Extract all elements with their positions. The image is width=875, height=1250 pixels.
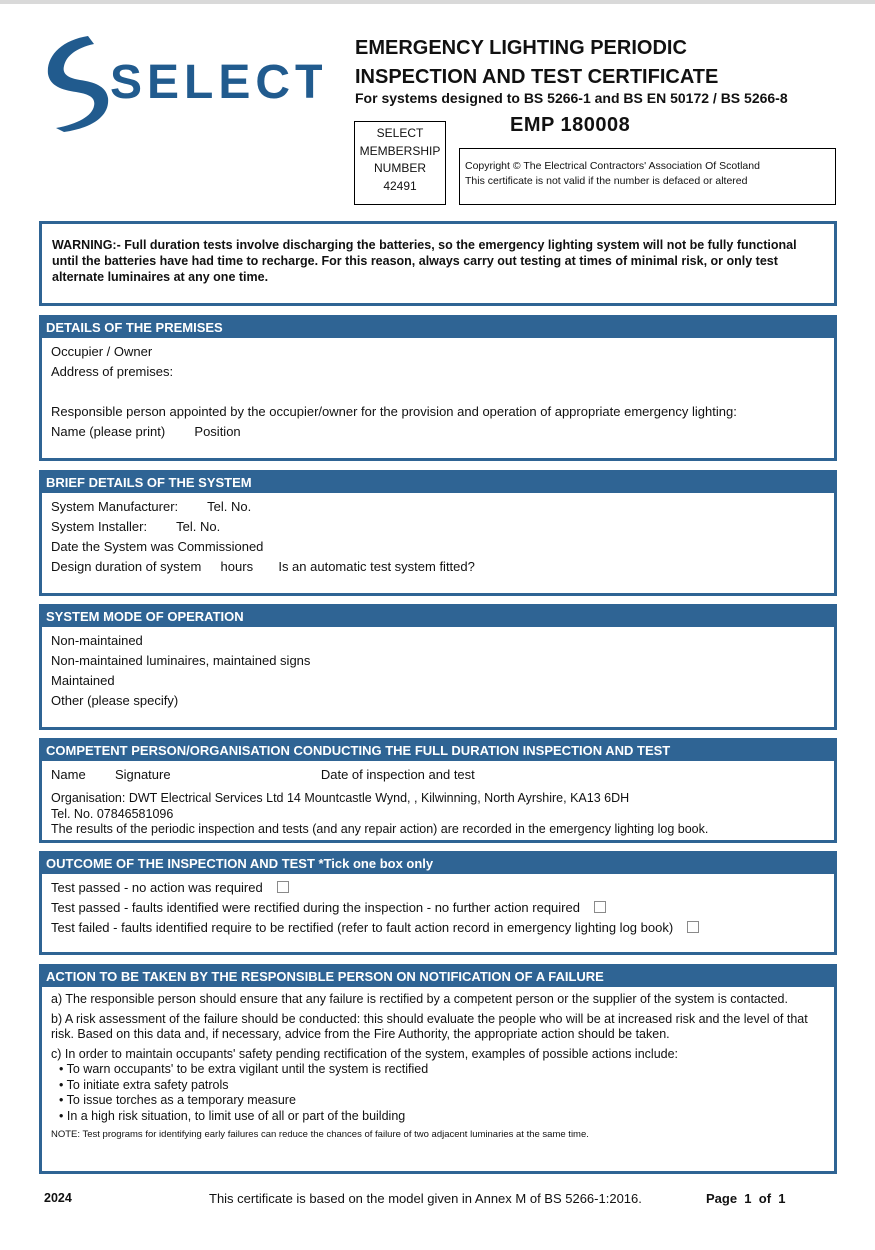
action-bullet: • To warn occupants' to be extra vigilant until the system is rectified — [59, 1062, 429, 1076]
premises-heading: DETAILS OF THE PREMISES — [42, 318, 834, 338]
membership-number: 42491 — [383, 178, 417, 193]
outcome-label: Test failed - faults identified require to be rectified (refer to fault action record in emergency lighting log book) — [51, 920, 674, 935]
action-bullet: • In a high risk situation, to limit use of all or part of the building — [59, 1108, 406, 1123]
occupier-field: Occupier / Owner — [51, 344, 153, 359]
footer-page-number: Page 1 of 1 — [706, 1191, 786, 1206]
outcome-label: Test passed - no action was required — [51, 880, 263, 895]
top-rule — [0, 0, 875, 4]
certificate-number: EMP 180008 — [510, 114, 631, 136]
installer-tel-field: Tel. No. — [176, 519, 221, 534]
copyright-text: Copyright © The Electrical Contractors' Association Of Scotland — [465, 160, 760, 172]
outcome-checkbox[interactable] — [594, 901, 606, 913]
certificate-subtitle: For systems designed to BS 5266-1 and BS EN 50172 / BS 5266-8 — [355, 90, 788, 106]
manufacturer-field: System Manufacturer: — [51, 499, 179, 514]
logo-text: SELECT — [110, 56, 322, 109]
results-statement: The results of the periodic inspection and tests (and any repair action) are recorded in the emergency lighting log book. — [51, 822, 709, 836]
commissioned-date-field: Date the System was Commissioned — [51, 539, 264, 554]
certificate-title — [355, 34, 855, 92]
outcome-checkbox[interactable] — [277, 881, 289, 893]
action-item-a: a) The responsible person should ensure that any failure is rectified by a competent person or the supplier of the system is contacted. — [51, 992, 788, 1006]
failure-action-panel — [39, 964, 837, 1174]
test-program-note: NOTE: Test programs for identifying early failures can reduce the chances of failure of two adjacent luminaries at the same time. — [51, 1129, 589, 1140]
outcome-label: Test passed - faults identified were rectified during the inspection - no further action required — [51, 900, 580, 915]
membership-box — [354, 121, 446, 205]
name-field: Name (please print) — [51, 424, 166, 439]
select-logo — [42, 34, 322, 134]
warning-box — [39, 221, 837, 306]
mode-panel — [39, 604, 837, 730]
address-field: Address of premises: — [51, 364, 174, 379]
action-item-b: b) A risk assessment of the failure should be conducted: this should evaluate the people who will be at increased risk and the level of that risk. Based on this data and, if necessary, advice from the Fire Authority, the appropriate action should be taken. — [51, 1011, 808, 1041]
manufacturer-tel-field: Tel. No. — [207, 499, 252, 514]
title-line-1: EMERGENCY LIGHTING PERIODIC — [355, 37, 687, 59]
outcome-option — [51, 918, 825, 938]
premises-panel — [39, 315, 837, 461]
membership-label-2: MEMBERSHIP — [359, 143, 441, 158]
organisation-tel-field: Tel. No. 07846581096 — [51, 806, 174, 821]
position-field: Position — [194, 424, 241, 439]
warning-text: WARNING:- Full duration tests involve discharging the batteries, so the emergency lighting system will not be fully functional until the batteries have had time to recharge. For this reason, always carry out testing at times of minimal risk, or only test alternate luminaires at any one time. — [52, 238, 797, 284]
membership-label-1: SELECT — [376, 126, 424, 140]
footer-model-note: This certificate is based on the model given in Annex M of BS 5266-1:2016. — [209, 1191, 642, 1206]
competent-person-heading: COMPETENT PERSON/ORGANISATION CONDUCTING THE FULL DURATION INSPECTION AND TEST — [42, 741, 834, 761]
membership-label-3: NUMBER — [373, 161, 426, 175]
mode-option: Other (please specify) — [51, 693, 179, 708]
failure-action-heading: ACTION TO BE TAKEN BY THE RESPONSIBLE PERSON ON NOTIFICATION OF A FAILURE — [42, 967, 834, 987]
footer-year: 2024 — [44, 1191, 72, 1205]
installer-field: System Installer: — [51, 519, 148, 534]
inspector-name-field: Name — [51, 767, 86, 782]
outcome-checkbox[interactable] — [687, 921, 699, 933]
mode-heading: SYSTEM MODE OF OPERATION — [42, 607, 834, 627]
competent-person-panel — [39, 738, 837, 843]
outcome-option — [51, 878, 825, 898]
mode-option: Non-maintained luminaires, maintained signs — [51, 653, 311, 668]
action-bullet: • To initiate extra safety patrols — [59, 1077, 229, 1092]
copyright-box — [459, 148, 836, 205]
title-line-2: INSPECTION AND TEST CERTIFICATE — [355, 66, 719, 88]
mode-option: Non-maintained — [51, 633, 143, 648]
action-item-c: c) In order to maintain occupants' safety pending rectification of the system, examples of possible actions include: — [51, 1046, 679, 1061]
select-logo-mark-icon — [42, 34, 322, 134]
action-bullet: • To issue torches as a temporary measure — [59, 1093, 296, 1107]
system-details-panel — [39, 470, 837, 596]
outcome-panel — [39, 851, 837, 955]
responsible-person-label: Responsible person appointed by the occupier/owner for the provision and operation of appropriate emergency lighting: — [51, 404, 737, 419]
organisation-field: Organisation: DWT Electrical Services Ltd 14 Mountcastle Wynd, , Kilwinning, North Ayrshire, KA13 6DH — [51, 791, 630, 805]
outcome-heading: OUTCOME OF THE INSPECTION AND TEST *Tick one box only — [42, 854, 834, 874]
hours-label: hours — [220, 559, 254, 574]
validity-note: This certificate is not valid if the number is defaced or altered — [465, 175, 748, 187]
system-details-heading: BRIEF DETAILS OF THE SYSTEM — [42, 473, 834, 493]
outcome-option — [51, 898, 825, 918]
signature-field: Signature — [114, 767, 171, 782]
design-duration-field: Design duration of system — [51, 559, 202, 574]
mode-option: Maintained — [51, 673, 115, 688]
inspection-date-field: Date of inspection and test — [320, 767, 475, 782]
automatic-test-field: Is an automatic test system fitted? — [278, 559, 475, 574]
